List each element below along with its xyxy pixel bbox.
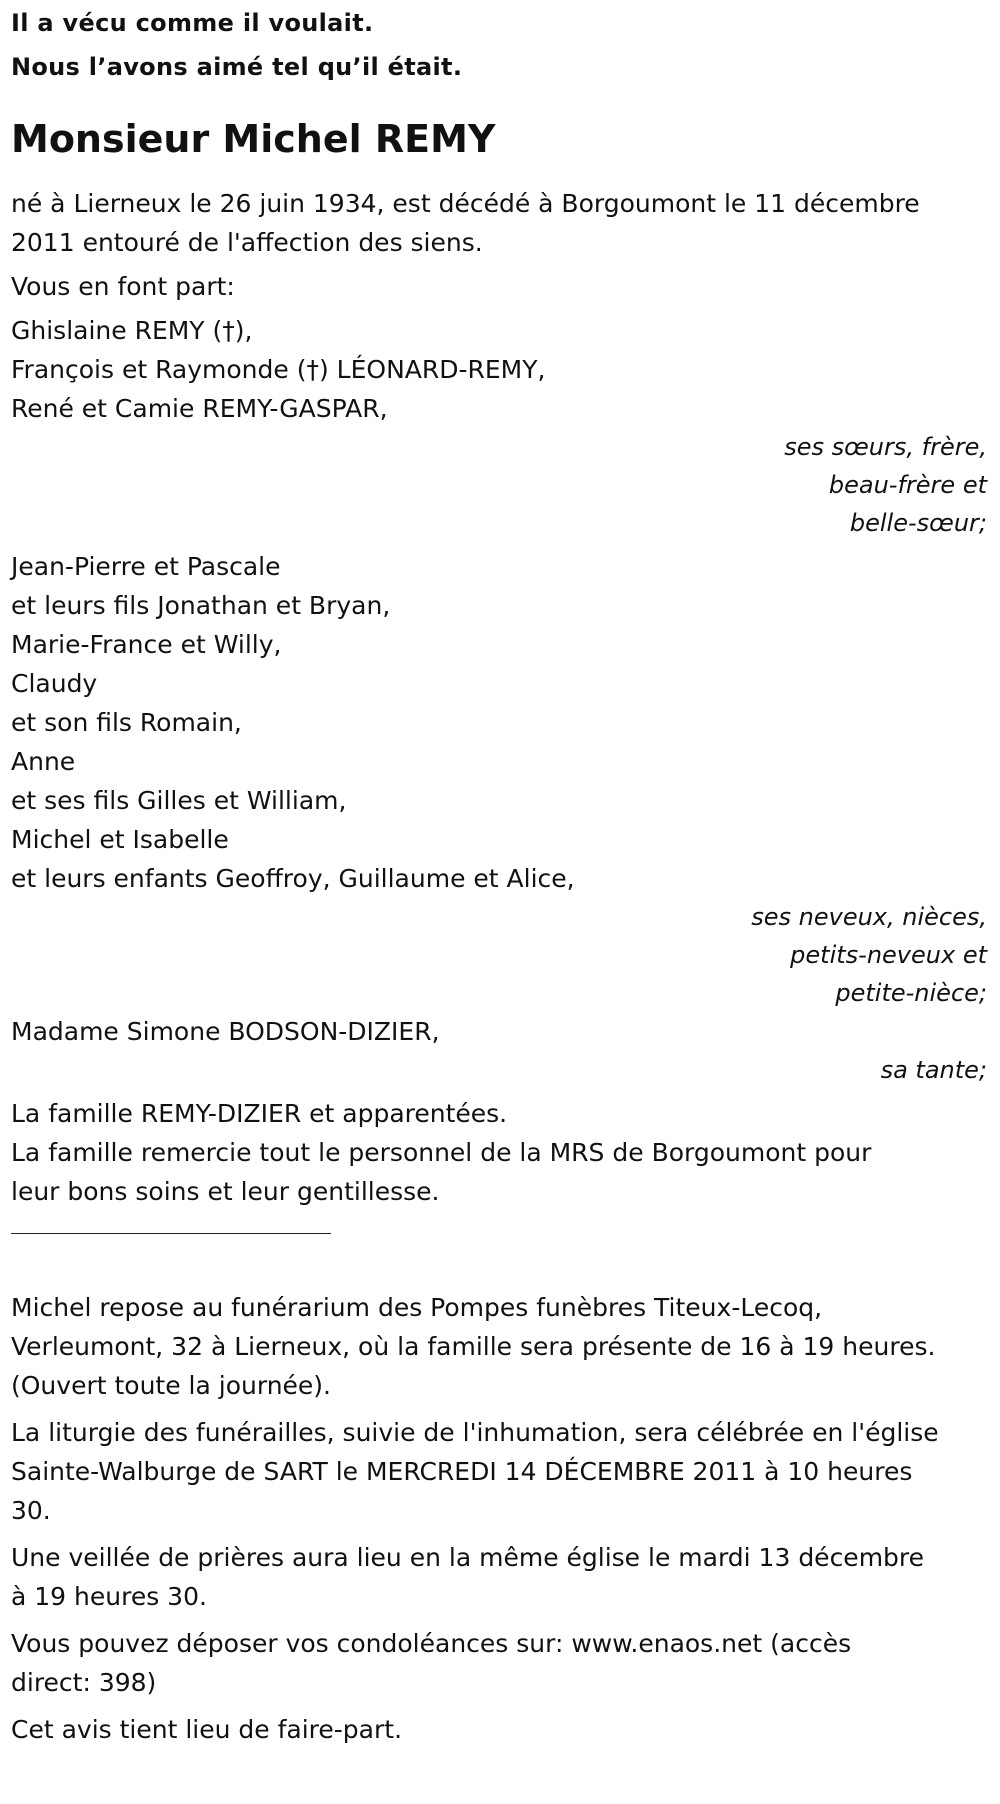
nephew-line: Jean-Pierre et Pascale	[11, 552, 281, 581]
obituary-content	[11, 0, 987, 1749]
family-block	[11, 1094, 987, 1211]
aunt-relation: sa tante;	[880, 1056, 987, 1084]
nephew-line: et son fils Romain,	[11, 708, 242, 737]
liturgy-line: 30.	[11, 1496, 51, 1525]
deceased-name-title: Monsieur Michel REMY	[11, 117, 496, 161]
relation-line: petits-neveux et	[790, 941, 987, 969]
motto-line-1: Il a vécu comme il voulait.	[11, 9, 374, 37]
nephews-block	[11, 547, 987, 1012]
birth-death-paragraph	[11, 184, 987, 262]
nephew-line: Michel et Isabelle	[11, 825, 229, 854]
condolences-line: Vous pouvez déposer vos condoléances sur: www.enaos.net (accès	[11, 1629, 852, 1658]
sibling-line: René et Camie REMY-GASPAR,	[11, 394, 388, 423]
birth-line-2: 2011 entouré de l'affection des siens.	[11, 228, 483, 257]
condolences-line: direct: 398)	[11, 1668, 157, 1697]
liturgy-line: Sainte-Walburge de SART le MERCREDI 14 DÉCEMBRE 2011 à 10 heures	[11, 1457, 913, 1486]
condolences-paragraph	[11, 1624, 987, 1702]
sibling-line: François et Raymonde (†) LÉONARD-REMY,	[11, 355, 546, 384]
announce-line: Vous en font part:	[11, 272, 235, 301]
nephew-line: Claudy	[11, 669, 98, 698]
relation-line: beau-frère et	[828, 471, 987, 499]
motto-line-2: Nous l’avons aimé tel qu’il était.	[11, 53, 463, 81]
vigil-line: Une veillée de prières aura lieu en la même église le mardi 13 décembre	[11, 1543, 925, 1572]
nephew-line: Anne	[11, 747, 76, 776]
family-line: La famille REMY-DIZIER et apparentées.	[11, 1099, 508, 1128]
nephew-line: et leurs fils Jonathan et Bryan,	[11, 591, 391, 620]
nephew-line: Marie-France et Willy,	[11, 630, 282, 659]
vigil-line: à 19 heures 30.	[11, 1582, 207, 1611]
nephew-line: et ses fils Gilles et William,	[11, 786, 347, 815]
family-line: La famille remercie tout le personnel de la MRS de Borgoumont pour	[11, 1138, 872, 1167]
birth-line-1: né à Lierneux le 26 juin 1934, est décédé à Borgoumont le 11 décembre	[11, 189, 920, 218]
siblings-relation	[11, 428, 987, 542]
family-line: leur bons soins et leur gentillesse.	[11, 1177, 440, 1206]
nephews-relation	[11, 898, 987, 1012]
siblings-block	[11, 311, 987, 542]
sibling-line: Ghislaine REMY (†),	[11, 316, 253, 345]
nephew-line: et leurs enfants Geoffroy, Guillaume et Alice,	[11, 864, 575, 893]
separator-line	[11, 1233, 331, 1234]
rest-line: Michel repose au funérarium des Pompes funèbres Titeux-Lecoq,	[11, 1293, 823, 1322]
relation-line: ses sœurs, frère,	[784, 433, 987, 461]
rest-line: (Ouvert toute la journée).	[11, 1371, 331, 1400]
liturgy-line: La liturgie des funérailles, suivie de l'inhumation, sera célébrée en l'église	[11, 1418, 939, 1447]
relation-line: belle-sœur;	[849, 509, 987, 537]
liturgy-paragraph	[11, 1413, 987, 1530]
aunt-line: Madame Simone BODSON-DIZIER,	[11, 1017, 440, 1046]
rest-line: Verleumont, 32 à Lierneux, où la famille sera présente de 16 à 19 heures.	[11, 1332, 936, 1361]
aunt-block	[11, 1012, 987, 1089]
relation-line: petite-nièce;	[835, 979, 987, 1007]
rest-paragraph	[11, 1288, 987, 1405]
relation-line: ses neveux, nièces,	[751, 903, 987, 931]
closing-line: Cet avis tient lieu de faire-part.	[11, 1715, 403, 1744]
vigil-paragraph	[11, 1538, 987, 1616]
